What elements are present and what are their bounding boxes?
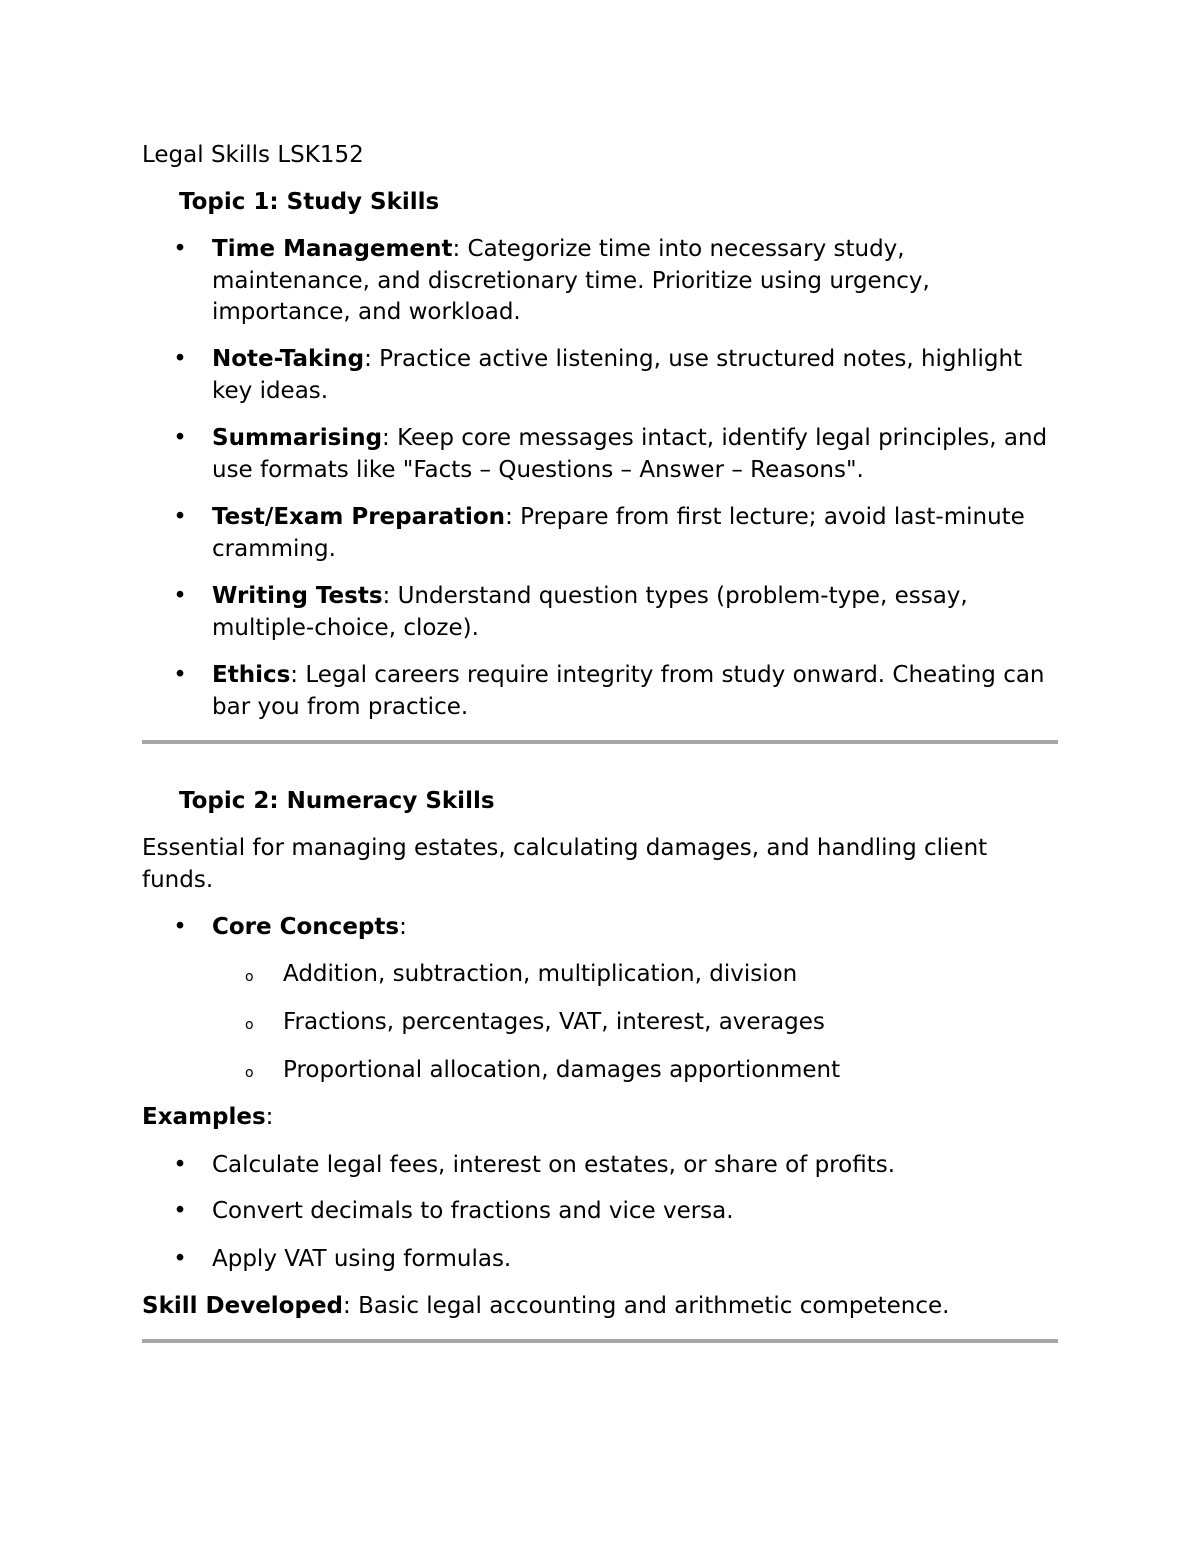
skill-developed [142,1291,1042,1323]
list-item-core-concepts [212,912,1062,944]
list-item-text: : [399,914,407,940]
bullet-icon: • [173,236,187,262]
bullet-icon: • [173,1152,187,1178]
examples-term: Examples [142,1104,266,1130]
examples-label [142,1102,1042,1134]
bullet-icon: • [173,504,187,530]
list-item-example: Convert decimals to fractions and vice versa. [212,1198,734,1224]
document-title: Legal Skills LSK152 [142,142,364,168]
circle-bullet-icon: o [245,1017,254,1033]
sub-list-item: Addition, subtraction, multiplication, division [283,961,798,987]
circle-bullet-icon: o [245,969,254,985]
list-item-term: Time Management [212,236,453,262]
list-item-text: : Legal careers require integrity from study onward. Cheating can bar you from practice. [212,662,1045,720]
list-item-example: Apply VAT using formulas. [212,1246,512,1272]
list-item-text: : Categorize time into necessary study, maintenance, and discretionary time. Prioritize using urgency, importance, and workload. [212,236,930,325]
list-item-note-taking [212,344,1062,407]
list-item-ethics [212,660,1062,723]
bullet-icon: • [173,1246,187,1272]
list-item-writing-tests [212,581,1062,644]
sub-list-item: Fractions, percentages, VAT, interest, averages [283,1009,825,1035]
list-item-term: Writing Tests [212,583,383,609]
list-item-text: : Prepare from first lecture; avoid last-minute cramming. [212,504,1025,562]
topic-1-heading: Topic 1: Study Skills [179,189,440,215]
bullet-icon: • [173,1198,187,1224]
list-item-exam-preparation [212,502,1062,565]
bullet-icon: • [173,914,187,940]
list-item-example: Calculate legal fees, interest on estates, or share of profits. [212,1152,896,1178]
skill-developed-term: Skill Developed [142,1293,344,1319]
list-item-term: Ethics [212,662,291,688]
section-divider [142,1339,1058,1343]
section-divider [142,740,1058,744]
examples-colon: : [265,1104,274,1130]
list-item-time-management [212,234,1062,329]
list-item-term: Core Concepts [212,914,400,940]
list-item-term: Summarising [212,425,383,451]
bullet-icon: • [173,425,187,451]
list-item-text: : Understand question types (problem-type, essay, multiple-choice, cloze). [212,583,968,641]
bullet-icon: • [173,662,187,688]
sub-list-item: Proportional allocation, damages apportionment [283,1057,841,1083]
list-item-summarising [212,423,1062,486]
bullet-icon: • [173,583,187,609]
list-item-text: : Practice active listening, use structured notes, highlight key ideas. [212,346,1023,404]
topic-2-heading: Topic 2: Numeracy Skills [179,788,495,814]
topic-2-intro: Essential for managing estates, calculating damages, and handling client funds. [142,835,988,893]
circle-bullet-icon: o [245,1065,254,1081]
list-item-term: Note-Taking [212,346,365,372]
skill-developed-text: : Basic legal accounting and arithmetic competence. [343,1293,950,1319]
list-item-term: Test/Exam Preparation [212,504,506,530]
list-item-text: : Keep core messages intact, identify legal principles, and use formats like "Facts – Questions – Answer – Reasons". [212,425,1048,483]
bullet-icon: • [173,346,187,372]
